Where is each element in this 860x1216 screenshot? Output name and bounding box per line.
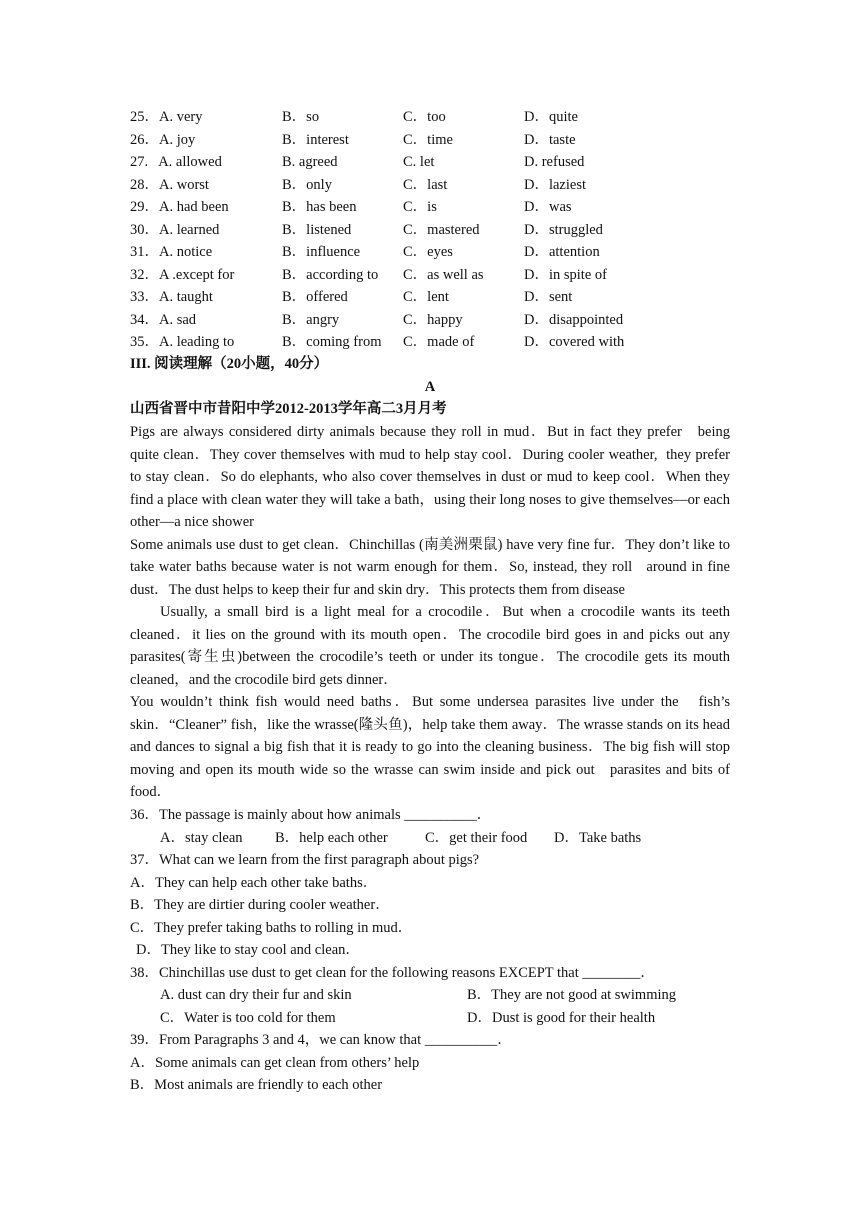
option-a: 29．A. had been <box>130 199 229 215</box>
option-a: 32．A .except for <box>130 266 235 283</box>
option-b: B．only <box>282 176 332 193</box>
q38-option-b: B．They are not good at swimming <box>467 987 677 1003</box>
q36-option-b: B．help each other <box>275 829 388 846</box>
q38-option-c: C．Water is too cold for them <box>160 1009 336 1026</box>
question-stem: 38．Chinchillas use dust to get clean for the following reasons EXCEPT that ________． <box>130 964 655 981</box>
option-row <box>130 309 750 332</box>
paragraph-3: Usually, a small bird is a light meal for a crocodile．But when a crocodile wants its teeth cleaned．it lies on the ground with its mouth open．The crocodile bird goes in and picks out any parasites(寄生虫)between the crocodile’s teeth or under its tongue．The crocodile gets its mouth cleaned，and the crocodile bird gets dinner． <box>130 604 730 688</box>
option-row <box>130 219 750 242</box>
option-c: C．lent <box>403 289 449 305</box>
option-b: B．listened <box>282 221 352 238</box>
paragraph-2: Some animals use dust to get clean．Chinchillas (南美洲栗鼠) have very fine fur．They don’t like to take water baths because water is not warm enough for them．So, instead, they roll around in fine dust．The dust helps to keep their fur and skin dry．This protects them from disease <box>130 536 730 598</box>
question-options <box>130 1007 730 1030</box>
option-a: 30．A. learned <box>130 221 220 238</box>
option-d: D．disappointed <box>524 311 624 328</box>
option-a: 35．A. leading to <box>130 334 235 350</box>
option-b: B．has been <box>282 199 357 215</box>
question-stem: 37．What can we learn from the first paragraph about pigs? <box>130 852 480 868</box>
question-stem: 39．From Paragraphs 3 and 4，we can know that __________． <box>130 1032 512 1048</box>
q39-option-a: A．Some animals can get clean from others’ help <box>130 1054 420 1071</box>
option-row <box>130 151 750 174</box>
option-d: D．taste <box>524 131 576 148</box>
option-b: B．influence <box>282 244 361 260</box>
option-d: D．laziest <box>524 176 587 193</box>
option-b: B．offered <box>282 289 348 305</box>
option-c: C．last <box>403 176 448 193</box>
option-d: D．was <box>524 199 572 215</box>
option-row <box>130 264 750 287</box>
paragraph-4: You wouldn’t think fish would need baths．But some undersea parasites live under the fish’s skin．“Cleaner” fish，like the wrasse(隆头鱼)，help take them away．The wrasse stands on its head and dances to signal a big fish that it is ready to go into the cleaning business．The big fish will stop moving and open its mouth wide so the wrasse can swim inside and pick out parasites and bits of food． <box>130 694 730 800</box>
source-line: 山西省晋中市昔阳中学2012-2013学年高二3月月考 <box>130 401 447 417</box>
option-row <box>130 331 750 354</box>
option-d: D．attention <box>524 244 600 260</box>
q38-option-d: D．Dust is good for their health <box>467 1009 656 1026</box>
q36-option-a: A．stay clean <box>160 829 243 846</box>
option-c: C．is <box>403 199 437 215</box>
option-b: B．coming from <box>282 334 382 350</box>
option-c: C．happy <box>403 311 463 328</box>
q36-option-c: C．get their food <box>425 829 528 846</box>
option-c: C．time <box>403 131 453 148</box>
option-row <box>130 241 750 264</box>
q36-option-d: D．Take baths <box>554 829 642 846</box>
option-b: B．so <box>282 109 320 125</box>
passage-body <box>130 421 730 804</box>
q37-option-b: B．They are dirtier during cooler weather． <box>130 897 390 913</box>
option-b: B．angry <box>282 311 340 328</box>
q38-option-a: A. dust can dry their fur and skin <box>160 987 352 1003</box>
option-row <box>130 129 750 152</box>
option-a: 33．A. taught <box>130 289 213 305</box>
cloze-options <box>130 106 750 354</box>
option-c: C．as well as <box>403 266 484 283</box>
option-d: D．in spite of <box>524 266 607 283</box>
option-d: D．quite <box>524 109 578 125</box>
option-row <box>130 286 750 309</box>
option-c: C．eyes <box>403 244 453 260</box>
option-d: D．covered with <box>524 334 625 350</box>
option-a: 27. A. allowed <box>130 154 222 170</box>
option-b: B. agreed <box>282 154 338 170</box>
option-d: D．struggled <box>524 221 603 238</box>
option-row <box>130 174 750 197</box>
option-row <box>130 106 750 129</box>
option-row <box>130 196 750 219</box>
q39-option-b: B．Most animals are friendly to each other <box>130 1077 383 1093</box>
option-b: B．according to <box>282 266 379 283</box>
paragraph-1: Pigs are always considered dirty animals because they roll in mud．But in fact they prefer being quite clean．They cover themselves with mud to help stay cool．During cooler weather, they prefer to stay clean．So do elephants, who also cover themselves in dust or mud to keep cool．When they find a place with clean water they will take a bath，using their long noses to give themselves—or each other—a nice shower <box>130 424 730 530</box>
option-c: C．made of <box>403 334 475 350</box>
option-d: D．sent <box>524 289 573 305</box>
option-c: C. let <box>403 154 435 170</box>
option-a: 31．A. notice <box>130 244 213 260</box>
option-c: C．mastered <box>403 221 480 238</box>
option-a: 25．A. very <box>130 109 203 125</box>
q37-option-c: C．They prefer taking baths to rolling in mud． <box>130 919 413 936</box>
q37-option-d: D．They like to stay cool and clean． <box>136 942 360 958</box>
option-a: 28．A. worst <box>130 176 209 193</box>
passage-letter: A <box>424 379 436 395</box>
option-b: B．interest <box>282 131 349 148</box>
option-a: 26．A. joy <box>130 131 196 148</box>
option-d: D. refused <box>524 154 585 170</box>
section-title: III. 阅读理解（20小题，40分） <box>130 356 329 372</box>
questions <box>130 804 730 1097</box>
option-c: C．too <box>403 109 446 125</box>
q37-option-a: A．They can help each other take baths． <box>130 874 378 891</box>
question-stem: 36．The passage is mainly about how animals __________． <box>130 807 492 823</box>
question-options <box>130 984 730 1007</box>
question-options <box>130 827 730 850</box>
option-a: 34．A. sad <box>130 311 197 328</box>
